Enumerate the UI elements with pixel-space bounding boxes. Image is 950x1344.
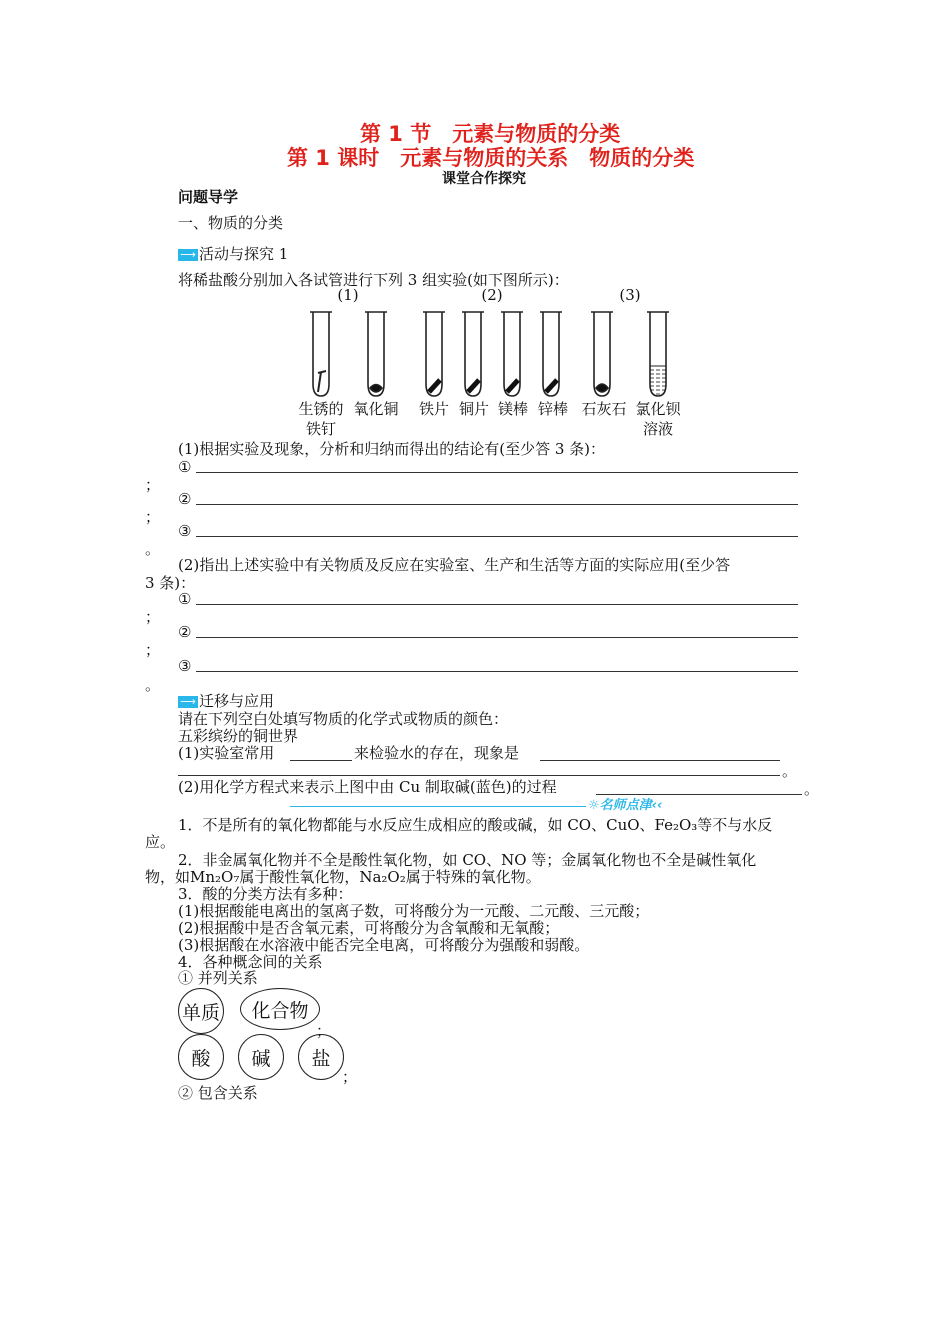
note-4: 4．各种概念间的关系 [178,953,323,971]
tube-rusty-nail [310,312,332,396]
note-3-c: (3)根据酸在水溶液中能否完全电离，可将酸分为强酸和弱酸。 [178,936,590,954]
q2-mark-3: ③ [178,657,192,675]
q1-end-3: 。 [145,540,161,558]
q1-mark-3: ③ [178,522,192,540]
tube-label-8a: 氯化钡 [635,400,681,418]
circle-compound: 化合物 [240,988,320,1030]
tube-copper-oxide [365,312,387,396]
section-title: 第 1 节 元素与物质的分类 [360,122,621,146]
q1-end-2: ； [145,508,161,526]
circle-element: 单质 [178,988,224,1034]
banner [588,798,662,814]
tube-label-1b: 铁钉 [305,420,337,438]
tube-label-5: 镁棒 [497,400,529,418]
tube-zinc [540,312,562,396]
group-label-2: (2) [481,286,503,304]
circle-salt: 盐 [298,1034,344,1080]
transfer-q1-b: 来检验水的存在，现象是 [354,744,520,762]
tube-iron-sheet [423,312,445,396]
q2-mark-1: ① [178,590,192,608]
q2-mark-2: ② [178,623,192,641]
q1-end-1: ； [145,476,161,494]
banner-rule [290,806,586,807]
q2-end-3: 。 [145,676,161,694]
note-3: 3．酸的分类方法有多种： [178,885,353,903]
relation-parallel: ① 并列关系 [178,969,258,987]
banner-label: 名师点津 [599,798,652,813]
transfer-sub: 五彩缤纷的铜世界 [178,727,299,745]
subtitle: 课堂合作探究 [442,171,526,187]
group-label-1: (1) [337,286,359,304]
note-2-line-2: 物，如Mn₂O₇属于酸性氧化物，Na₂O₂属于特殊的氧化物。 [145,868,541,886]
note-2-line-1: 2．非金属氧化物并不全是酸性氧化物，如 CO、NO 等；金属氧化物也不全是碱性氧化 [178,851,757,869]
transfer-q1-blank-3[interactable] [178,775,780,776]
tube-magnesium [501,312,523,396]
activity-heading [178,245,288,263]
q2-prompt-1: (2)指出上述实验中有关物质及反应在实验室、生产和生活等方面的实际应用(至少答 [178,556,731,574]
q1-answer-line-1[interactable] [196,472,798,473]
note-3-a: (1)根据酸能电离出的氢离子数，可将酸分为一元酸、二元酸、三元酸； [178,902,650,920]
note-3-b: (2)根据酸中是否含氧元素，可将酸分为含氧酸和无氧酸； [178,919,560,937]
gear-icon: ☼ [588,798,600,813]
transfer-q1-end: 。 [782,762,798,780]
tube-copper-sheet [462,312,484,396]
q2-end-1: ； [145,608,161,626]
q2-answer-line-2[interactable] [196,637,798,638]
transfer-heading [178,692,274,710]
q2-answer-line-1[interactable] [196,604,798,605]
relation-sep-2: ； [342,1068,358,1086]
q1-answer-line-2[interactable] [196,504,798,505]
lesson-title: 第 1 课时 元素与物质的关系 物质的分类 [287,146,695,170]
tube-limestone [591,312,613,396]
note-1-line-2: 应。 [145,833,176,851]
q1-answer-line-3[interactable] [196,536,798,537]
q2-prompt-2: 3 条)： [145,574,196,592]
tube-label-6: 锌棒 [537,400,569,418]
experiment-intro: 将稀盐酸分别加入各试管进行下列 3 组实验(如下图所示)： [178,271,569,289]
relation-inclusion: ② 包含关系 [178,1084,258,1102]
q2-end-2: ； [145,641,161,659]
circle-base: 碱 [238,1034,284,1080]
test-tube-figure [290,284,710,444]
tube-label-8b: 溶液 [642,420,674,438]
tube-label-7: 石灰石 [581,400,627,418]
transfer-q2-end: 。 [804,780,820,798]
transfer-q1-a: (1)实验室常用 [178,744,275,762]
relation-sep-1: ； [316,1022,332,1040]
part-heading: 一、物质的分类 [178,214,284,232]
transfer-q2-blank[interactable] [596,794,802,795]
transfer-q1-blank-2[interactable] [540,760,780,761]
tube-label-2: 氧化铜 [353,400,399,418]
activity-label: 活动与探究 1 [199,245,289,263]
q1-mark-2: ② [178,490,192,508]
group-label-3: (3) [619,286,641,304]
q1-prompt: (1)根据实验及现象，分析和归纳而得出的结论有(至少答 3 条)： [178,440,606,458]
tube-barium-chloride [647,312,669,396]
arrow-icon: ⟶ [178,696,198,708]
q1-mark-1: ① [178,458,192,476]
circle-acid: 酸 [178,1034,224,1080]
transfer-label: 迁移与应用 [199,692,275,710]
tube-label-1a: 生锈的 [298,400,344,418]
transfer-q2: (2)用化学方程式来表示上图中由 Cu 制取碱(蓝色)的过程 [178,778,557,796]
note-1-line-1: 1．不是所有的氧化物都能与水反应生成相应的酸或碱，如 CO、CuO、Fe₂O₃等不与水反 [178,816,773,834]
transfer-intro: 请在下列空白处填写物质的化学式或物质的颜色： [178,710,509,728]
chevron-left-icon: ‹‹ [651,798,663,813]
transfer-q1-blank-1[interactable] [290,760,352,761]
arrow-icon: ⟶ [178,249,198,261]
guide-heading: 问题导学 [178,188,239,206]
tube-label-3: 铁片 [418,400,450,418]
tube-label-4: 铜片 [458,400,490,418]
q2-answer-line-3[interactable] [196,671,798,672]
